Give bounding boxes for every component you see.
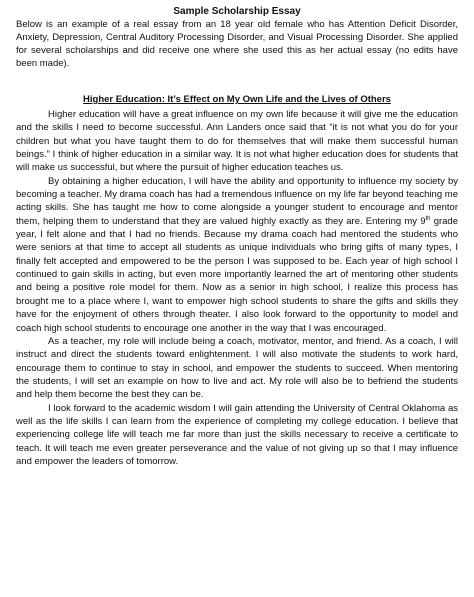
essay-heading: Higher Education: It’s Effect on My Own Life and the Lives of Others	[83, 94, 391, 105]
essay-paragraph-2-start: By obtaining a higher education, I will have the ability and opportunity to influence my society by becoming a teacher. My drama coach has had a tremendous influence on my life far beyond teaching me acting skills. She has taught me how to come alongside a younger student to encourage and mentor them, helping them to understand that they are valued highly exactly as they are. Entering my 9	[16, 175, 458, 227]
essay-paragraph-1: Higher education will have a great influence on my own life because it will give me the education and the skills I need to become successful. Ann Landers once said that “it is not what you do for your children but what you have taught them to do for themselves that will make them successful human beings.” I think of higher education in a similar way. It is not what higher education does for students that will make us successful, but where the pursuit of higher education teaches us.	[16, 109, 458, 174]
essay-paragraph-2	[16, 175, 458, 335]
document-title: Sample Scholarship Essay	[173, 6, 301, 17]
intro-paragraph: Below is an example of a real essay from an 18 year old female who has Attention Deficit Disorder, Anxiety, Depression, Central Auditory Processing Disorder, and Visual Processing Disorder. She applied for several scholarships and did receive one where she used this as her actual essay (no edits have been made).	[16, 19, 458, 69]
ordinal-suffix: th	[425, 215, 431, 222]
essay-paragraph-4: I look forward to the academic wisdom I will gain attending the University of Central Oklahoma as well as the life skills I can learn from the experience of completing my college education. I believe that experiencing college life will teach me far more than just the skills necessary to receive a certificate to teach. It will teach me even greater perseverance and the value of not giving up so that I may influence and empower the leaders of tomorrow.	[16, 402, 458, 467]
essay-paragraph-3: As a teacher, my role will include being a coach, motivator, mentor, and friend. As a coach, I will instruct and direct the students toward enlightenment. I will also motivate the students to work hard, encourage them to continue to stay in school, and empower the students to succeed. When mentoring the students, I will set an example on how to live and act. My role will also be to befriend the students and help them become the best they can be.	[16, 335, 458, 401]
essay-paragraph-2-end: grade year, I felt alone and that I had no friends. Because my drama coach had mentored the students who were seniors at that time to accept all students as unique individuals who bring gifts of many types, I finally felt accepted and empowered to be the person I was supposed to be. Each year of high school I continued to gain skills in acting, but even more importantly learned the art of mentoring other students and being a positive role model for them. Now as a senior in high school, I realize this process has brought me to a place where I, want to empower high school students to share the gifts and skills they have for the enjoyment of others through theater. I also look forward to the opportunity to model and coach high school students to encourage one another in the way that I was encouraged.	[16, 215, 458, 334]
